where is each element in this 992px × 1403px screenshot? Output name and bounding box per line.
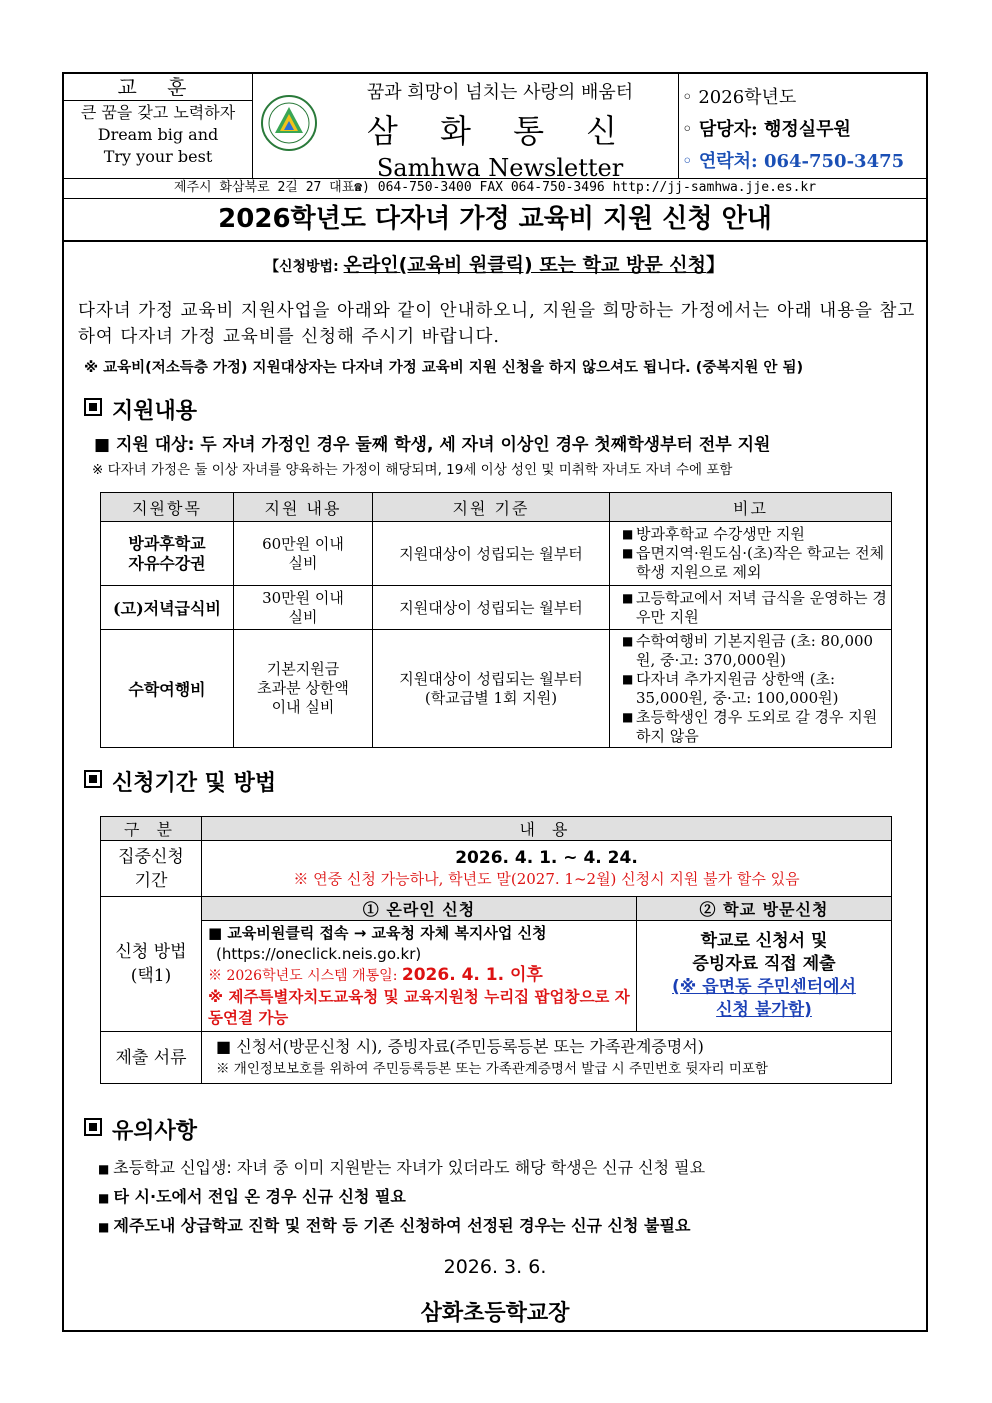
visit-header: ② 학교 방문신청: [637, 897, 892, 921]
list-item: ■ 초등학생인 경우 도외로 갈 경우 지원하지 않음: [622, 708, 891, 746]
school-address: 제주시 화삼북로 2길 27 대표☎) 064-750-3400 FAX 064-750-3496 http://jj-samhwa.jje.es.kr: [64, 178, 926, 199]
issue-date: 2026. 3. 6.: [443, 1256, 547, 1278]
table-cell: 수학여행비: [101, 630, 234, 748]
contact-phone: ◦ 연락처: 064-750-3475: [682, 151, 905, 172]
motto-text: [64, 102, 252, 168]
square-bullet-icon: [84, 770, 102, 788]
section-heading: [84, 766, 276, 797]
list-item: ■ 타 시·도에서 전입 온 경우 신규 신청 필요: [98, 1183, 705, 1212]
motto-line: 큰 꿈을 갖고 노력하자: [80, 103, 236, 122]
visit-warning: (※ 읍면동 주민센터에서 신청 불가함): [672, 977, 856, 1020]
table-header: 비고: [610, 493, 892, 522]
table-cell: 방과후학교 자유수강권: [101, 522, 234, 586]
open-date: 2026. 4. 1. 이후: [401, 965, 543, 985]
support-target-note: ※ 다자녀 가정은 둘 이상 자녀를 양육하는 가정이 해당되며, 19세 이상 성인 및 미취학 자녀도 자녀 수에 포함: [92, 462, 733, 478]
docs-list: ■ 신청서(방문신청 시), 증빙자료(주민등록등본 또는 가족관계증명서): [216, 1036, 704, 1056]
table-cell: [610, 522, 892, 586]
list-item: ■ 방과후학교 수강생만 지원: [622, 525, 891, 544]
table-cell: [610, 586, 892, 630]
table-cell: (고)저녁급식비: [101, 586, 234, 630]
visit-cell: [637, 921, 892, 1032]
table-cell: 지원대상이 성립되는 월부터 (학교급별 1회 지원): [373, 630, 610, 748]
intro-text: 다자녀 가정 교육비 지원사업을 아래와 같이 안내하오니, 지원을 희망하는 가정에서는 아래 내용을 참고하여 다자녀 가정 교육비를 신청해 주시기 바랍니다.: [78, 301, 916, 347]
online-cell: [202, 921, 637, 1032]
table-cell: [610, 630, 892, 748]
period-dates: 2026. 4. 1. ~ 4. 24.: [455, 848, 638, 868]
period-cell: [202, 841, 892, 897]
table-header: 지원 기준: [373, 493, 610, 522]
table-row: [101, 522, 892, 586]
section-title: 유의사항: [112, 1119, 198, 1144]
online-step: ■ 교육비원클릭 접속 → 교육청 자체 복지사업 신청: [208, 924, 547, 942]
square-bullet-icon: [84, 1118, 102, 1136]
table-cell: 30만원 이내 실비: [234, 586, 373, 630]
docs-label: 제출 서류: [101, 1032, 202, 1084]
contact-info: [682, 82, 922, 178]
list-item: ■ 고등학교에서 저녁 급식을 운영하는 경우만 지원: [622, 589, 891, 627]
header: [64, 74, 926, 182]
period-note: ※ 연중 신청 가능하나, 학년도 말(2027. 1~2월) 신청시 지원 불가 할수 있음: [293, 870, 800, 888]
newsletter-title: 삼 화 통 신: [366, 112, 634, 150]
table-cell: 지원대상이 성립되는 월부터: [373, 586, 610, 630]
table-row: [101, 841, 892, 897]
auto-link-note: ※ 제주특별자치도교육청 및 교육지원청 누리집 팝업창으로 자동연결 가능: [208, 988, 630, 1027]
table-row: [101, 586, 892, 630]
apply-method: [64, 250, 926, 277]
motto-line: Dream big and: [97, 125, 219, 144]
table-row: [101, 630, 892, 748]
list-item: ■ 읍면지역·원도심·(초)작은 학교는 전체학생 지원으로 제외: [622, 544, 891, 582]
method-prefix: 【신청방법:: [264, 259, 344, 275]
visit-text: 학교로 신청서 및 증빙자료 직접 제출: [692, 931, 836, 974]
school-logo-icon: [260, 94, 318, 152]
table-header: 지원 내용: [234, 493, 373, 522]
newsletter-masthead: [322, 74, 679, 182]
table-header: 구 분: [101, 817, 202, 841]
signature: 삼화초등학교장: [420, 1301, 570, 1326]
school-year: ◦ 2026학년도: [682, 87, 797, 108]
table-row: [101, 1032, 892, 1084]
online-url[interactable]: (https://oneclick.neis.go.kr): [216, 945, 422, 963]
period-label: 집중신청 기간: [101, 841, 202, 897]
table-header: 내 용: [202, 817, 892, 841]
table-header: 지원항목: [101, 493, 234, 522]
list-item: ■ 제주도내 상급학교 진학 및 전학 등 기존 신청하여 선정된 경우는 신규 신청 불필요: [98, 1212, 705, 1241]
motto-box: [64, 74, 253, 178]
list-item: ■ 수학여행비 기본지원금 (초: 80,000원, 중·고: 370,000원): [622, 632, 891, 670]
caution-list: [98, 1154, 705, 1241]
section-heading: [84, 394, 197, 425]
table-header-row: [101, 817, 892, 841]
table-header-row: [101, 493, 892, 522]
newsletter-page: [62, 72, 928, 1332]
manager: ◦ 담당자: 행정실무원: [682, 119, 851, 140]
list-item: ■ 초등학교 신입생: 자녀 중 이미 지원받는 자녀가 있더라도 해당 학생은 신규 신청 필요: [98, 1154, 705, 1183]
motto-title: 교 훈: [64, 74, 252, 101]
table-cell: 기본지원금 초과분 상한액 이내 실비: [234, 630, 373, 748]
motto-line: Try your best: [103, 147, 213, 166]
section-heading: [84, 1114, 197, 1145]
table-cell: 지원대상이 성립되는 월부터: [373, 522, 610, 586]
apply-table: [100, 816, 892, 1084]
square-bullet-icon: [84, 398, 102, 416]
method-label: 신청 방법 (택1): [101, 897, 202, 1032]
open-date-prefix: ※ 2026학년도 시스템 개통일:: [208, 968, 402, 984]
page-title: 2026학년도 다자녀 가정 교육비 지원 신청 안내: [64, 198, 926, 242]
docs-note: ※ 개인정보보호를 위하여 주민등록등본 또는 가족관계증명서 발급 시 주민번호 뒷자리 미포함: [216, 1060, 768, 1077]
table-row: [101, 897, 892, 921]
table-cell: 60만원 이내 실비: [234, 522, 373, 586]
support-table: [100, 492, 892, 748]
newsletter-title-en: Samhwa Newsletter: [376, 154, 624, 182]
support-target: ■ 지원 대상: 두 자녀 가정인 경우 둘째 학생, 세 자녀 이상인 경우 첫째학생부터 전부 지원: [94, 435, 771, 455]
slogan: 꿈과 희망이 넘치는 사랑의 배움터: [366, 82, 634, 103]
method-text: 온라인(교육비 원클릭) 또는 학교 방문 신청: [343, 254, 707, 276]
section-title: 지원내용: [112, 399, 198, 424]
duplicate-note: ※ 교육비(저소득층 가정) 지원대상자는 다자녀 가정 교육비 지원 신청을 하지 않으셔도 됩니다. (중복지원 안 됨): [84, 360, 804, 376]
section-title: 신청기간 및 방법: [112, 771, 277, 796]
docs-cell: [202, 1032, 892, 1084]
online-header: ① 온라인 신청: [202, 897, 637, 921]
method-suffix: 】: [706, 254, 726, 276]
table-row: [101, 921, 892, 1032]
list-item: ■ 다자녀 추가지원금 상한액 (초: 35,000원, 중·고: 100,000원): [622, 670, 891, 708]
